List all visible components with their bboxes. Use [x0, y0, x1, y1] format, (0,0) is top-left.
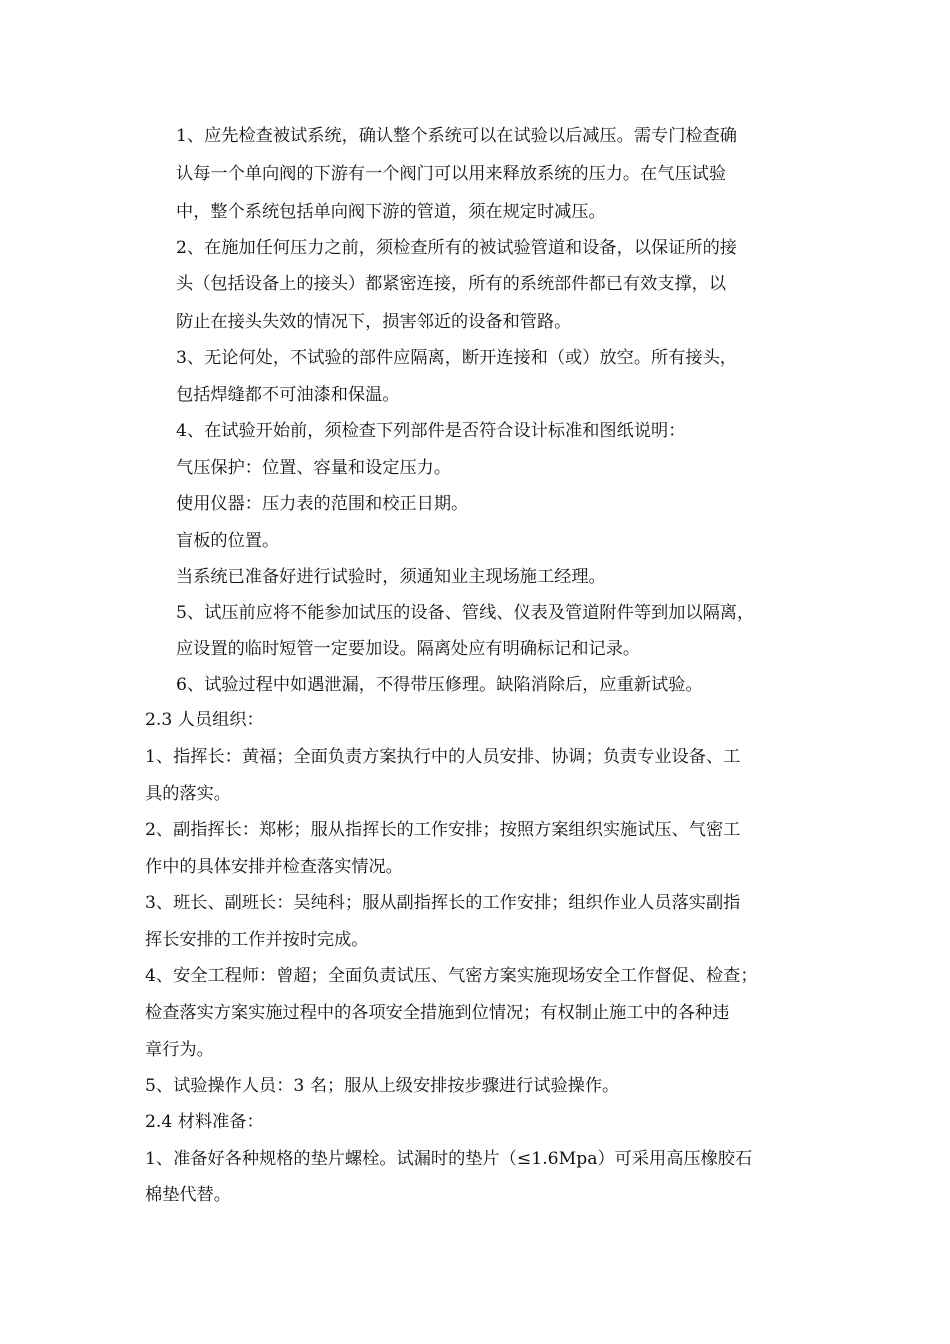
section-heading: 2.4 材料准备：: [145, 1112, 264, 1132]
text-line: 4、安全工程师：曾超；全面负责试压、气密方案实施现场安全工作督促、检查；: [145, 966, 758, 986]
text-line: 盲板的位置。: [176, 531, 280, 551]
text-line: 防止在接头失效的情况下，损害邻近的设备和管路。: [176, 312, 572, 332]
text-line: 2、在施加任何压力之前，须检查所有的被试验管道和设备，以保证所的接: [176, 238, 737, 258]
text-line: 中，整个系统包括单向阀下游的管道，须在规定时减压。: [176, 202, 606, 222]
text-line: 认每一个单向阀的下游有一个阀门可以用来释放系统的压力。在气压试验: [176, 164, 727, 184]
section-heading: 2.3 人员组织：: [145, 710, 264, 730]
text-line: 棉垫代替。: [145, 1185, 231, 1205]
text-line: 具的落实。: [145, 784, 231, 804]
text-line: 1、准备好各种规格的垫片螺栓。试漏时的垫片（≤1.6Mpa）可采用高压橡胶石: [145, 1149, 753, 1169]
text-line: 1、指挥长：黄福；全面负责方案执行中的人员安排、协调；负责专业设备、工: [145, 747, 741, 767]
text-line: 2、副指挥长：郑彬；服从指挥长的工作安排；按照方案组织实施试压、气密工: [145, 820, 741, 840]
text-line: 1、应先检查被试系统，确认整个系统可以在试验以后减压。需专门检查确: [176, 126, 737, 146]
text-line: 头（包括设备上的接头）都紧密连接，所有的系统部件都已有效支撑，以: [176, 274, 727, 294]
text-line: 包括焊缝都不可油漆和保温。: [176, 385, 400, 405]
text-line: 章行为。: [145, 1040, 214, 1060]
text-line: 3、无论何处，不试验的部件应隔离，断开连接和（或）放空。所有接头，: [176, 348, 737, 368]
text-line: 4、在试验开始前，须检查下列部件是否符合设计标准和图纸说明：: [176, 421, 686, 441]
text-line: 检查落实方案实施过程中的各项安全措施到位情况；有权制止施工中的各种违: [145, 1003, 730, 1023]
text-line: 3、班长、副班长：吴纯科；服从副指挥长的工作安排；组织作业人员落实副指: [145, 893, 741, 913]
text-line: 作中的具体安排并检查落实情况。: [145, 857, 403, 877]
text-line: 应设置的临时短管一定要加设。隔离处应有明确标记和记录。: [176, 639, 641, 659]
text-line: 当系统已准备好进行试验时，须通知业主现场施工经理。: [176, 567, 606, 587]
text-line: 气压保护：位置、容量和设定压力。: [176, 458, 452, 478]
text-line: 5、试压前应将不能参加试压的设备、管线、仪表及管道附件等到加以隔离，: [176, 603, 755, 623]
text-line: 5、试验操作人员：3 名；服从上级安排按步骤进行试验操作。: [145, 1076, 620, 1096]
text-line: 挥长安排的工作并按时完成。: [145, 930, 369, 950]
text-line: 6、试验过程中如遇泄漏，不得带压修理。缺陷消除后，应重新试验。: [176, 675, 703, 695]
text-line: 使用仪器：压力表的范围和校正日期。: [176, 494, 469, 514]
